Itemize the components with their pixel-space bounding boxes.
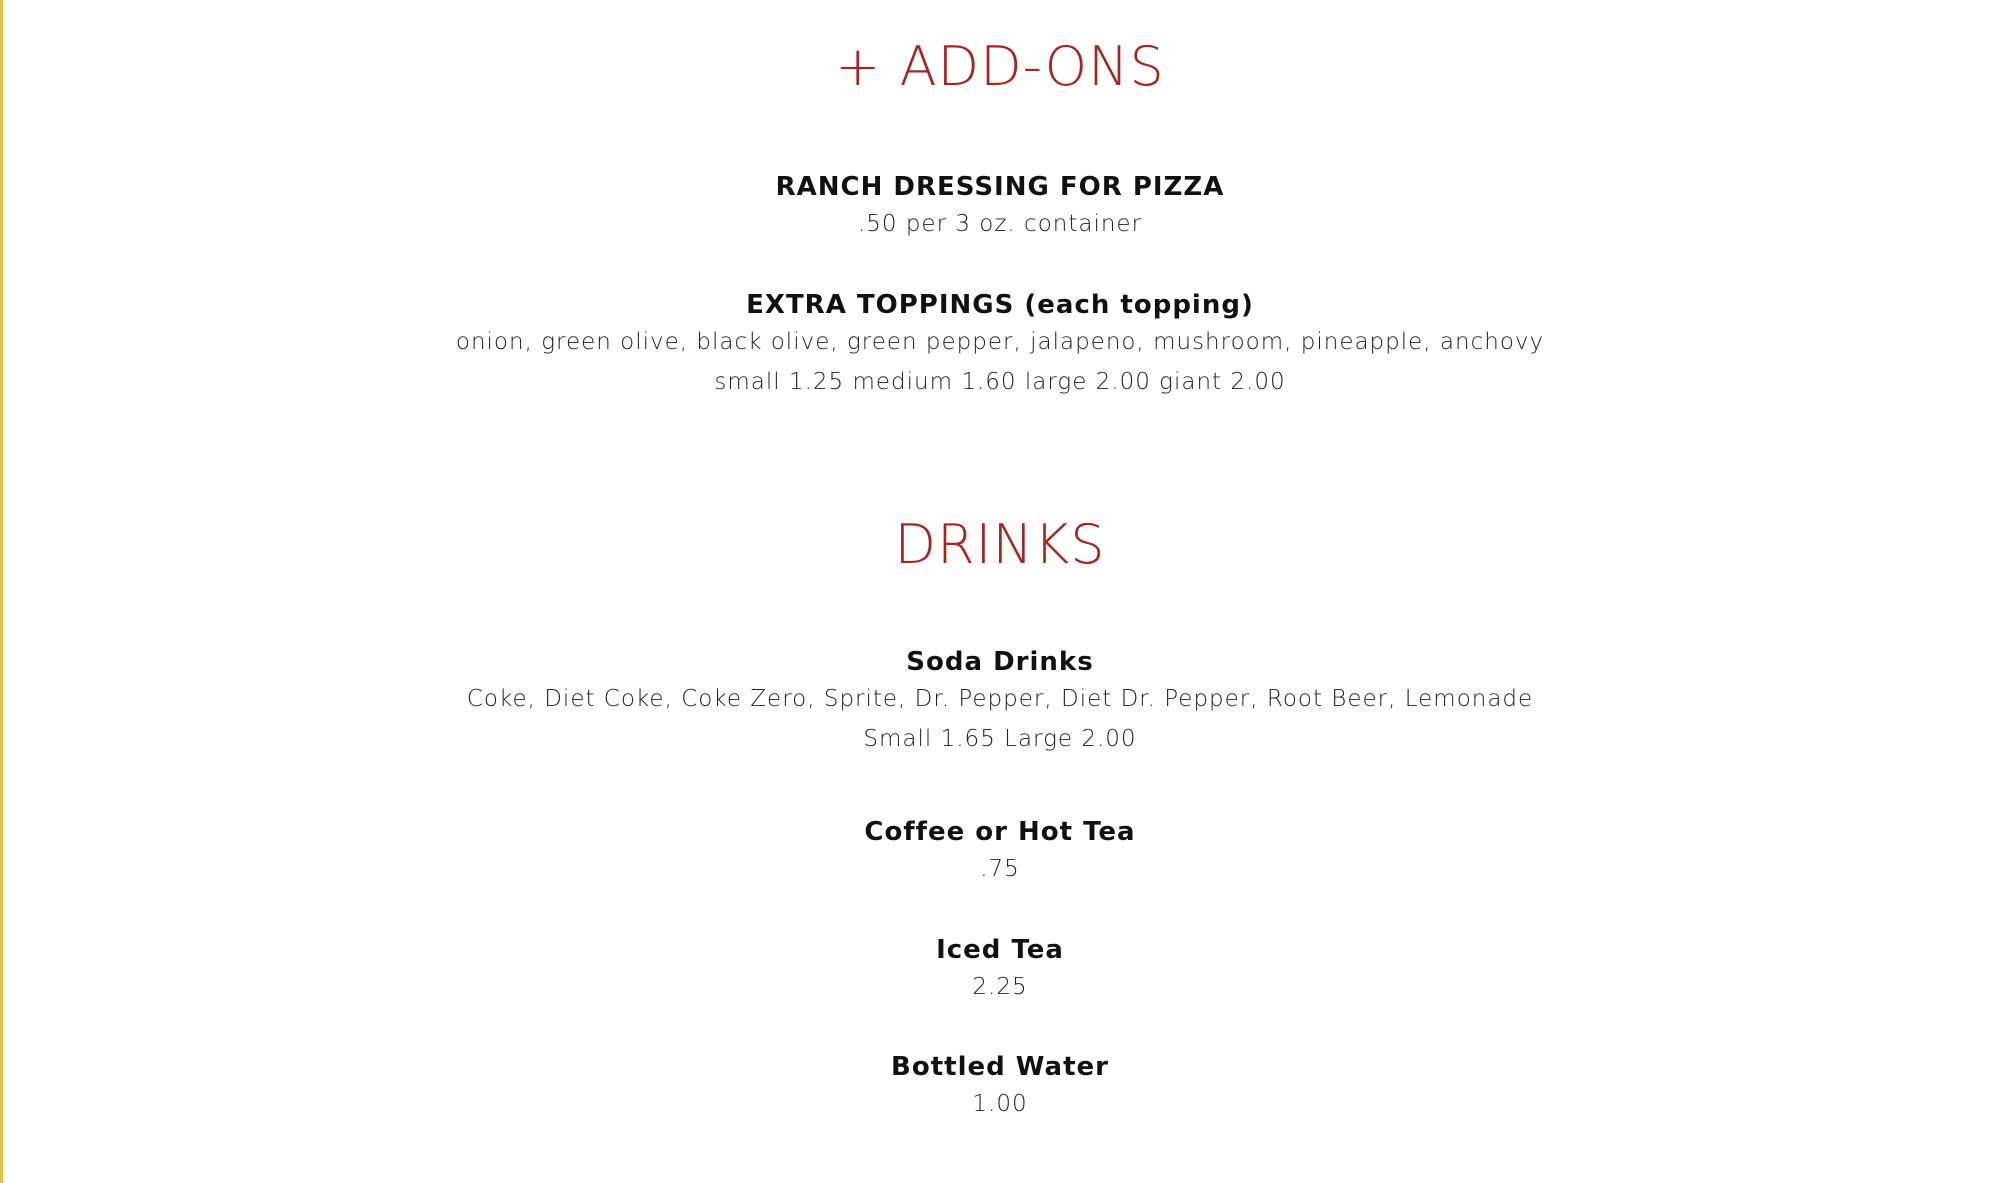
drink-item-name: Coffee or Hot Tea (864, 817, 1136, 847)
addon-item-description: onion, green olive, black olive, green pepper, jalapeno, mushroom, pineapple, anchovy (455, 329, 1545, 355)
addons-title: + ADD-ONS (835, 35, 1165, 98)
drink-item-bottled-water (0, 1050, 2000, 1124)
drink-item-name: Iced Tea (936, 935, 1064, 965)
addon-item-name: RANCH DRESSING FOR PIZZA (775, 172, 1225, 202)
addon-item-price: .50 per 3 oz. container (857, 211, 1143, 237)
drink-item-price: 2.25 (972, 974, 1028, 1000)
drink-item-price: .75 (980, 856, 1020, 882)
addon-item-name: EXTRA TOPPINGS (each topping) (746, 290, 1254, 320)
drink-item-soda (0, 645, 2000, 759)
drink-item-price: Small 1.65 Large 2.00 (863, 726, 1137, 752)
drink-item-name: Soda Drinks (906, 647, 1094, 677)
drink-item-description: Coke, Diet Coke, Coke Zero, Sprite, Dr. Pepper, Diet Dr. Pepper, Root Beer, Lemonade (466, 686, 1534, 712)
drink-item-coffee-hot-tea (0, 815, 2000, 889)
drink-item-name: Bottled Water (891, 1052, 1109, 1082)
addon-item-extra-toppings (0, 288, 2000, 402)
drink-item-price: 1.00 (972, 1091, 1028, 1117)
addon-item-price: small 1.25 medium 1.60 large 2.00 giant 2.00 (714, 369, 1286, 395)
drinks-title: DRINKS (894, 513, 1106, 576)
drink-item-iced-tea (0, 933, 2000, 1007)
addon-item-ranch (0, 170, 2000, 244)
